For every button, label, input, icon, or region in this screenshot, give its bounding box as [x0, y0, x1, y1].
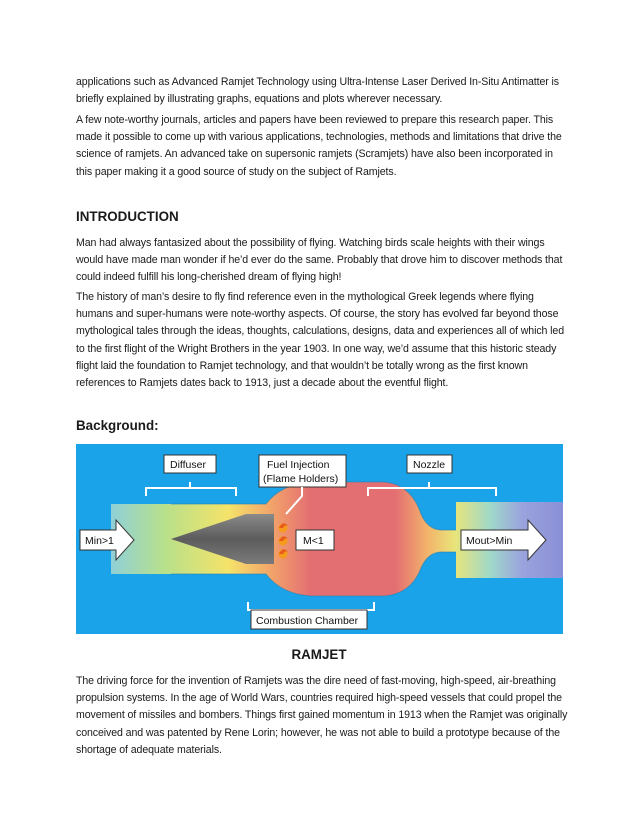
- fuel-injection-label-box: [259, 455, 346, 487]
- paragraph-intro-1: Man had always fantasized about the possibility of flying. Watching birds scale heights with their wings would have made man wonder if he’d ever do the same. Probably that drove him to discover methods that could indeed fulfill his long-cherished dream of flying high!: [76, 237, 563, 284]
- combustion-chamber-label-box: [251, 610, 367, 629]
- heading-background: Background:: [76, 418, 159, 433]
- paragraph-abstract-end: applications such as Advanced Ramjet Technology using Ultra-Intense Laser Derived In-Situ Antimatter is briefly explained by illustrating graphs, equations and plots wherever necessary.: [76, 76, 559, 106]
- flame-holder-icons: [279, 523, 289, 558]
- diffuser-label: Diffuser: [170, 459, 206, 471]
- chamber-mach-box: [296, 530, 334, 550]
- ramjet-diagram-svg: [76, 444, 563, 634]
- heading-introduction: INTRODUCTION: [76, 209, 179, 224]
- combustion-chamber-label: Combustion Chamber: [256, 615, 359, 627]
- outlet-mach-label: Mout>Min: [466, 535, 513, 547]
- fuel-injection-label: Fuel Injection: [267, 459, 330, 471]
- paragraph-review: A few note-worthy journals, articles and papers have been reviewed to prepare this research paper. This made it possible to come up with various applications, technologies, methods and limitations that drive the science of ramjets. An advanced take on supersonic ramjets (Scramjets) have also been incorporated in this paper making it a good source of study on the subject of Ramjets.: [76, 114, 562, 178]
- inlet-mach-label: Min>1: [85, 535, 114, 547]
- diffuser-label-box: [164, 455, 216, 473]
- chamber-mach-label: M<1: [303, 535, 324, 547]
- nozzle-label: Nozzle: [413, 459, 446, 471]
- paragraph-intro-2: The history of man’s desire to fly find reference even in the mythological Greek legends where flying humans and super-humans were note-worthy aspects. Of course, the story has evolved far beyond those mythological tales through the ideas, thoughts, calculations, designs, data and experiences all of which led to the first flight of the Wright Brothers in the year 1903. In one way, we’d assume that this historic steady flight laid the foundation to Ramjet technology, and that wouldn’t be totally wrong as the first known references to Ramjets dates back to 1913, just a decade about the eventful flight.: [76, 291, 565, 390]
- nozzle-label-box: [407, 455, 452, 473]
- heading-ramjet: RAMJET: [291, 647, 347, 662]
- ramjet-diagram: [76, 444, 563, 634]
- flame-holders-label: (Flame Holders): [263, 473, 339, 485]
- paragraph-ramjet: The driving force for the invention of Ramjets was the dire need of fast-moving, high-speed, air-breathing propulsion systems. In the age of World Wars, countries required high-speed vessels that could propel the movement of missiles and bombers. Things first gained momentum in 1913 when the Ramjet was originally conceived and was patented by Rene Lorin; however, he was not able to build a prototype because of the shortage of adequate materials.: [76, 675, 568, 756]
